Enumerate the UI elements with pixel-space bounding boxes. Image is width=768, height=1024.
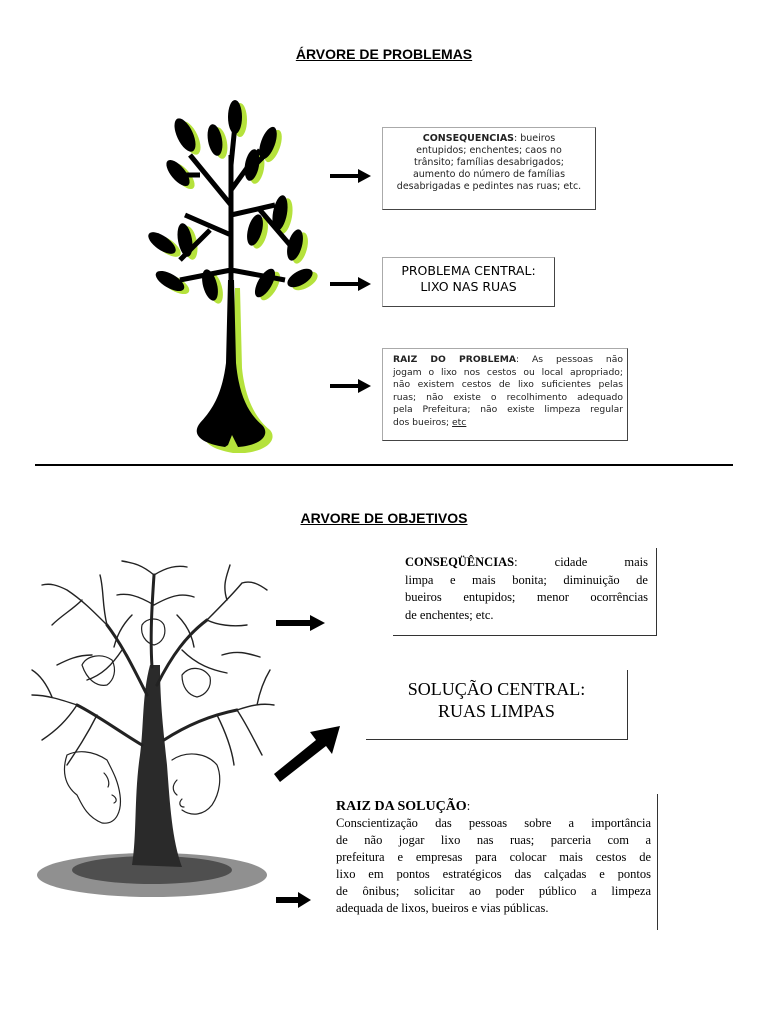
root-label-colon: : [466,799,471,813]
right-arrow-icon [330,378,372,394]
right-arrow-icon [330,168,372,184]
right-arrow-icon [276,891,312,909]
solution-root-box [336,794,658,930]
central-solution-line: RUAS LIMPAS [438,701,555,721]
consequences-line: aumento do número de famílias [412,169,566,180]
central-problem-box [382,257,555,307]
root-line: dos bueiros; [393,416,453,428]
right-arrow-icon [276,614,326,632]
root-line: Conscientização das pessoas sobre a importância [336,816,651,830]
tree-of-faces-illustration [22,555,280,905]
root-label: RAIZ DA SOLUÇÃO [336,799,467,814]
root-line: ruas; não existe o recolhimento adequado [393,391,623,403]
problem-consequences-box [382,127,596,210]
consequences-line: desabrigadas e pedintes nas ruas; etc. [396,181,582,192]
consequences-line: bueiros entupidos; menor ocorrências [405,590,648,604]
section-divider [35,464,733,466]
root-line: de não jogar lixo nas ruas; parceria com a [336,833,651,847]
consequences-line: de enchentes; etc. [405,607,494,622]
problem-root-box [382,348,628,441]
consequences-line: entupidos; enchentes; caos no [416,145,562,156]
root-line: etc [452,416,467,428]
root-line: adequada de lixos, bueiros e vias públicas. [336,901,549,915]
consequences-line: : bueiros [514,133,556,144]
problem-tree-illustration [140,95,330,455]
central-solution-line: SOLUÇÃO CENTRAL: [407,679,586,699]
root-line: de ônibus; solicitar ao poder público a limpeza [336,884,651,898]
consequences-line: limpa e mais bonita; diminuição de [405,572,648,587]
root-label: RAIZ DO PROBLEMA [393,354,517,365]
consequences-label: CONSEQÜÊNCIAS [405,555,515,569]
consequences-label: CONSEQUENCIAS [422,133,515,144]
diagonal-arrow-icon [274,724,344,784]
objectives-title: ARVORE DE OBJETIVOS [300,510,468,526]
objective-consequences-box [393,548,657,636]
root-line: jogam o lixo nos cestos ou local apropriado; [393,366,623,378]
root-line: não existem cestos de lixo suficientes pelas [393,379,623,391]
root-line: lixo em pontos estratégicos das calçadas e pontos [336,867,651,881]
problems-title: ÁRVORE DE PROBLEMAS [295,46,473,62]
central-problem-line: LIXO NAS RUAS [420,279,517,294]
central-solution-box [366,670,628,740]
root-line: pela Prefeitura; não existe limpeza regular [393,404,623,416]
root-line: prefeitura e empresas para colocar mais cestos de [336,850,651,864]
consequences-line: : cidade mais [514,555,648,569]
root-line: : As pessoas não [516,354,623,365]
central-problem-line: PROBLEMA CENTRAL: [401,263,536,278]
right-arrow-icon [330,276,372,292]
consequences-line: trânsito; famílias desabrigados; [413,157,564,168]
